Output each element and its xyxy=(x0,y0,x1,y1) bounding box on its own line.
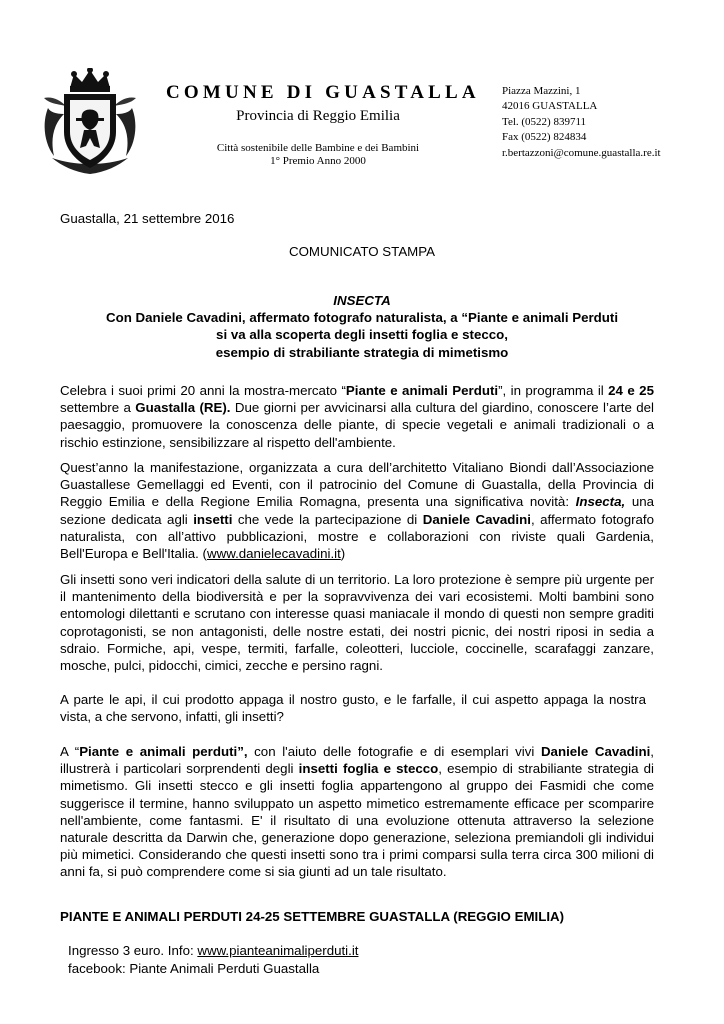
text-run: A “ xyxy=(60,744,80,759)
text-run: , esempio di strabiliante strategia di mimetismo. Gli insetti stecco e gli insetti foglia appartengono al gruppo dei Fasmidi che come suggerisce il termine, hanno sviluppato un aspetto mimetico estremamente efficace per scomparire nell'ambiente, come fantasmi. E' il risultato di una evoluzione ottenuta attraverso la selezione naturale descritta da Darwin che, generazione dopo generazione, seleziona premiandoli gli individui più mimetici. Considerando che questi insetti sono tra i primi comparsi sulla terra circa 300 milioni di anni fa, si può comprendere come si sia giunti ad un tale risultato. xyxy=(60,761,654,880)
province-name: Provincia di Reggio Emilia xyxy=(236,108,400,124)
text-run-bold: Daniele Cavadini xyxy=(540,744,651,759)
headline xyxy=(40,292,684,361)
text-run-bold: insetti foglia e stecco xyxy=(298,761,439,777)
headline-line-3: esempio di strabiliante strategia di mimetismo xyxy=(215,344,509,360)
text-run-bold: Guastalla (RE). xyxy=(135,400,231,416)
phone-line: Tel. (0522) 839711 xyxy=(502,115,587,128)
address-line: Piazza Mazzini, 1 xyxy=(502,85,581,97)
document-date: Guastalla, 21 settembre 2016 xyxy=(60,211,235,226)
city-tagline: Città sostenibile delle Bambine e dei Bambini xyxy=(216,142,420,154)
headline-line-1: Con Daniele Cavadini, affermato fotografo naturalista, a “Piante e animali Perduti xyxy=(105,310,619,326)
municipality-title: COMUNE DI GUASTALLA xyxy=(166,82,480,103)
paragraph-organization xyxy=(60,459,654,562)
ticket-info-line xyxy=(68,942,358,960)
text-run-bold: insetti xyxy=(193,511,233,527)
text-run: ) xyxy=(340,546,346,562)
text-run: , illustrerà i particolari sorprendenti degli xyxy=(60,744,654,777)
event-info xyxy=(68,942,358,978)
coat-of-arms-logo xyxy=(40,68,140,176)
email-line: r.bertazzoni@comune.guastalla.re.it xyxy=(502,146,661,159)
headline-line-2: si va alla scoperta degli insetti foglia e stecco, xyxy=(216,327,508,343)
text-run: una sezione dedicata agli xyxy=(60,494,654,527)
text-run-bold-italic: Insecta, xyxy=(575,494,626,510)
contact-block xyxy=(502,84,661,161)
text-run-bold: Daniele Cavadini xyxy=(422,511,531,527)
text-run: che vede la partecipazione di xyxy=(232,511,423,527)
ticket-price: Ingresso 3 euro. Info: xyxy=(68,943,198,958)
text-run-bold: Piante e animali Perduti xyxy=(345,383,499,398)
letterhead xyxy=(150,82,480,167)
text-run: , affermato fotografo naturalista, con all’attivo pubblicazioni, mostre e collaborazioni con riviste quali Gardenia, Bell'Europa e Bell'Italia. ( xyxy=(60,511,654,562)
award-line: 1° Premio Anno 2000 xyxy=(270,155,366,167)
text-run-bold: 24 e 25 xyxy=(608,383,654,398)
document-type: COMUNICATO STAMPA xyxy=(288,244,436,259)
facebook-line: facebook: Piante Animali Perduti Guastalla xyxy=(68,961,320,976)
headline-title: INSECTA xyxy=(333,293,391,308)
paragraph-mimicry xyxy=(60,743,654,881)
event-website-link[interactable]: www.pianteanimaliperduti.it xyxy=(197,943,359,958)
paragraph-insects: Gli insetti sono veri indicatori della salute di un territorio. La loro protezione è sempre più urgente per il mantenimento della biodiversità e per la sopravvivenza dei vari ecosistemi. Molti bambini sono entomologi dilettanti e scrutano con interesse quasi maniacale il mondo di questi non sempre graditi coprotagonisti, se non antagonisti, delle nostre estati, dei nostri picnic, dei nostri riposi in sedia a sdraio. Formiche, api, vespe, termiti, farfalle, coleotteri, lucciole, coccinelle, scarafaggi zanzare, mosche, pulci, pidocchi, cimici, zecche e persino ragni. xyxy=(60,572,654,674)
photographer-website-link[interactable]: www.danielecavadini.it xyxy=(207,546,341,562)
text-run: ”, in programma il xyxy=(498,383,609,398)
paragraph-intro xyxy=(60,382,654,451)
text-run: Celebra i suoi primi 20 anni la mostra-mercato “ xyxy=(60,383,346,398)
text-run: Quest’anno la manifestazione, organizzata a cura dell’architetto Vitaliano Biondi dall’Associazione Guastallese Gemellaggi ed Eventi, con il patrocinio del Comune di Guastalla, della Provincia di Reggio Emilia e della Regione Emilia Romagna, presenta una significativa novità: xyxy=(60,460,654,510)
event-banner: PIANTE E ANIMALI PERDUTI 24-25 SETTEMBRE GUASTALLA (REGGIO EMILIA) xyxy=(60,909,565,924)
postal-line: 42016 GUASTALLA xyxy=(502,100,598,113)
text-run-bold: Piante e animali perduti”, xyxy=(79,744,248,759)
fax-line: Fax (0522) 824834 xyxy=(502,131,587,144)
text-run: Due giorni per avvicinarsi alla cultura del giardino, conoscere l’arte del paesaggio, promuovere la conoscenza delle piante, di specie vegetali e animali tradizionali o a rischio estinzione, sensibilizzare al rispetto dell'ambiente. xyxy=(60,400,654,450)
text-run: settembre a xyxy=(60,400,136,416)
paragraph-question: A parte le api, il cui prodotto appaga il nostro gusto, e le farfalle, il cui aspetto appaga la nostra vista, a che servono, infatti, gli insetti? xyxy=(60,692,646,725)
text-run: con l'aiuto delle fotografie e di esemplari vivi xyxy=(247,744,541,759)
